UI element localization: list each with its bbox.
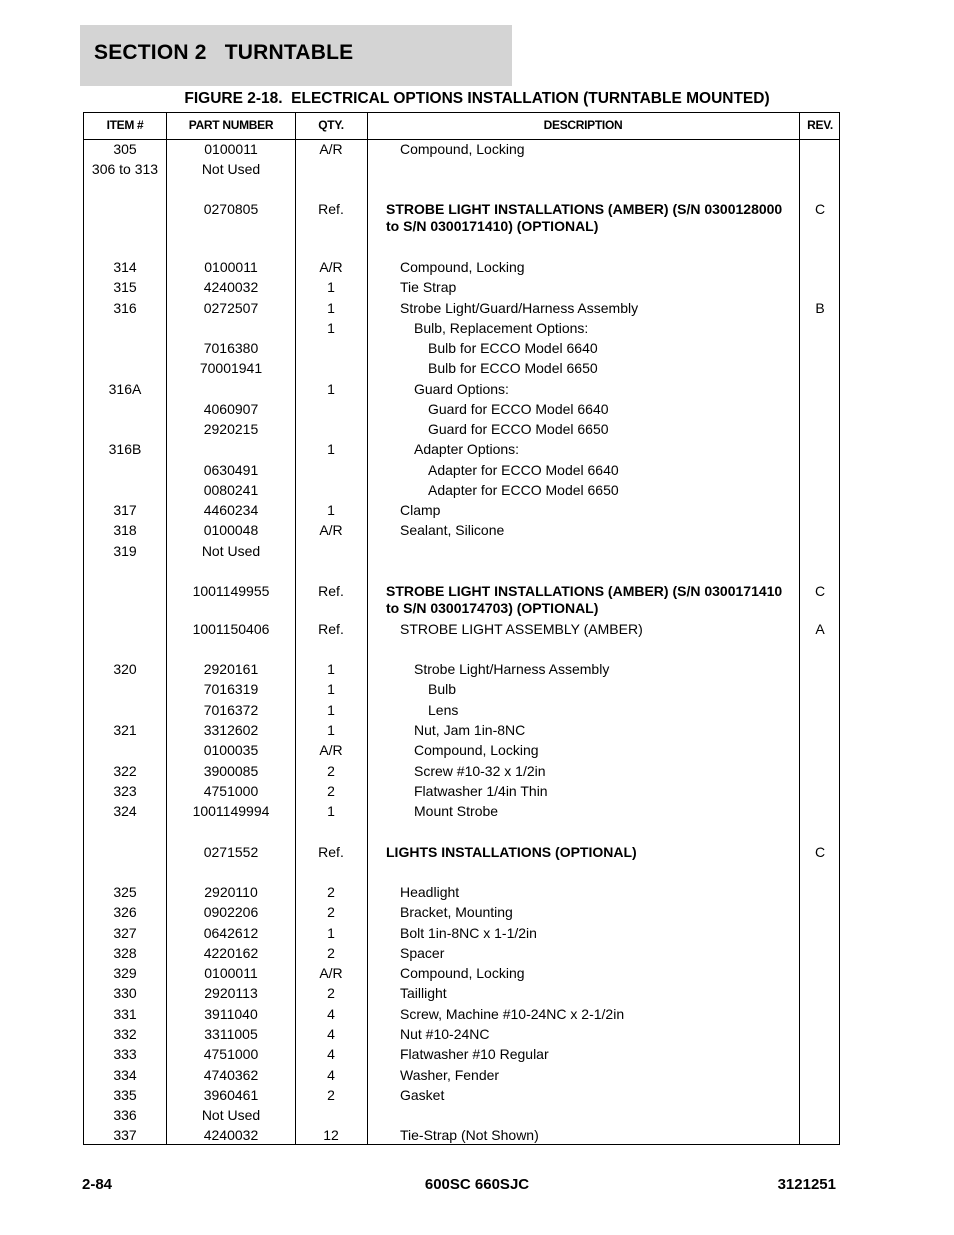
- description-cell: Adapter Options:: [414, 441, 520, 457]
- part-number-cell: Not Used: [201, 543, 261, 559]
- part-number-cell: 7016380: [203, 340, 259, 356]
- quantity-cell: Ref.: [318, 844, 344, 860]
- part-number-cell: Not Used: [201, 1107, 261, 1123]
- part-number-cell: 4751000: [203, 783, 259, 799]
- description-cell: Guard for ECCO Model 6640: [428, 401, 609, 417]
- item-number-cell: 317: [113, 502, 137, 518]
- description-cell: Flatwasher #10 Regular: [400, 1046, 549, 1062]
- description-cell: Screw #10-32 x 1/2in: [414, 763, 546, 779]
- description-cell: Tie Strap: [400, 279, 457, 295]
- quantity-cell: 1: [327, 381, 335, 397]
- part-number-cell: 4240032: [203, 279, 259, 295]
- part-number-cell: 7016372: [203, 702, 259, 718]
- item-number-cell: 326: [113, 904, 137, 920]
- revision-cell: C: [814, 583, 826, 599]
- item-number-cell: 321: [113, 722, 137, 738]
- part-number-cell: 2920161: [203, 661, 259, 677]
- part-number-cell: 0272507: [203, 300, 259, 316]
- quantity-cell: 4: [327, 1067, 335, 1083]
- description-cell: Nut #10-24NC: [400, 1026, 490, 1042]
- description-cell: Sealant, Silicone: [400, 522, 505, 538]
- description-cell: STROBE LIGHT ASSEMBLY (AMBER): [400, 621, 643, 637]
- part-number-cell: 3911040: [204, 1006, 258, 1022]
- item-number-cell: 318: [113, 522, 137, 538]
- quantity-cell: A/R: [319, 742, 343, 758]
- quantity-cell: A/R: [319, 522, 343, 538]
- description-cell: Tie-Strap (Not Shown): [400, 1127, 539, 1143]
- quantity-cell: 4: [327, 1026, 335, 1042]
- part-number-cell: 3311005: [204, 1026, 258, 1042]
- revision-cell: C: [814, 844, 826, 860]
- item-number-cell: 327: [113, 925, 137, 941]
- part-number-cell: 0271552: [203, 844, 259, 860]
- part-number-cell: 4751000: [203, 1046, 259, 1062]
- quantity-cell: 2: [327, 884, 335, 900]
- part-number-cell: 0902206: [203, 904, 259, 920]
- description-cell: Guard Options:: [414, 381, 509, 397]
- quantity-cell: 2: [327, 763, 335, 779]
- header-item: ITEM #: [106, 118, 144, 132]
- quantity-cell: 4: [327, 1046, 335, 1062]
- part-number-cell: Not Used: [201, 161, 261, 177]
- description-cell: Taillight: [400, 985, 447, 1001]
- description-cell: Flatwasher 1/4in Thin: [414, 783, 548, 799]
- section-title: SECTION 2 TURNTABLE: [94, 41, 354, 64]
- part-number-cell: 1001149955: [192, 583, 270, 599]
- header-description: DESCRIPTION: [543, 118, 623, 132]
- quantity-cell: 2: [327, 904, 335, 920]
- quantity-cell: 1: [327, 702, 335, 718]
- item-number-cell: 316: [113, 300, 137, 316]
- part-number-cell: 70001941: [199, 360, 263, 376]
- description-cell: Adapter for ECCO Model 6640: [428, 462, 619, 478]
- description-cell: Screw, Machine #10-24NC x 2-1/2in: [400, 1006, 625, 1022]
- part-number-cell: 0100011: [204, 259, 258, 275]
- item-number-cell: 329: [113, 965, 137, 981]
- section-banner: [80, 25, 512, 86]
- item-number-cell: 306 to 313: [91, 161, 159, 177]
- part-number-cell: 1001149994: [192, 803, 270, 819]
- item-number-cell: 315: [113, 279, 137, 295]
- description-cell: Bracket, Mounting: [400, 904, 513, 920]
- part-number-cell: 0080241: [203, 482, 259, 498]
- part-number-cell: 2920215: [203, 421, 259, 437]
- description-cell: Nut, Jam 1in-8NC: [414, 722, 526, 738]
- part-number-cell: 2920113: [204, 985, 258, 1001]
- quantity-cell: 1: [327, 925, 335, 941]
- quantity-cell: 1: [327, 803, 335, 819]
- header-divider: [84, 139, 839, 140]
- quantity-cell: 1: [327, 441, 335, 457]
- item-number-cell: 331: [113, 1006, 137, 1022]
- item-number-cell: 336: [113, 1107, 137, 1123]
- quantity-cell: A/R: [319, 259, 343, 275]
- item-number-cell: 316A: [108, 381, 142, 397]
- quantity-cell: 1: [327, 279, 335, 295]
- part-number-cell: 4240032: [203, 1127, 259, 1143]
- description-cell: Spacer: [400, 945, 445, 961]
- description-cell: Strobe Light/Guard/Harness Assembly: [400, 300, 639, 316]
- model-number: 600SC 660SJC: [424, 1176, 530, 1193]
- part-number-cell: 0100035: [203, 742, 259, 758]
- part-number-cell: 0270805: [203, 201, 259, 217]
- description-cell: Clamp: [400, 502, 441, 518]
- quantity-cell: A/R: [319, 141, 343, 157]
- header-part-number: PART NUMBER: [188, 118, 274, 132]
- quantity-cell: 1: [327, 320, 335, 336]
- quantity-cell: 1: [327, 722, 335, 738]
- parts-table: [83, 112, 840, 1145]
- quantity-cell: 2: [327, 985, 335, 1001]
- part-number-cell: 4460234: [203, 502, 259, 518]
- description-cell: Lens: [428, 702, 459, 718]
- description-cell: Compound, Locking: [400, 965, 525, 981]
- part-number-cell: 0100011: [204, 965, 258, 981]
- part-number-cell: 1001150406: [192, 621, 270, 637]
- description-cell: Adapter for ECCO Model 6650: [428, 482, 619, 498]
- part-number-cell: 3960461: [203, 1087, 259, 1103]
- description-cell: LIGHTS INSTALLATIONS (OPTIONAL): [386, 844, 637, 860]
- item-number-cell: 324: [113, 803, 137, 819]
- description-cell: Bolt 1in-8NC x 1-1/2in: [400, 925, 537, 941]
- item-number-cell: 333: [113, 1046, 137, 1062]
- quantity-cell: 1: [327, 502, 335, 518]
- item-number-cell: 322: [113, 763, 137, 779]
- description-cell: Gasket: [400, 1087, 445, 1103]
- revision-cell: C: [814, 201, 826, 217]
- quantity-cell: 12: [323, 1127, 339, 1143]
- quantity-cell: Ref.: [318, 201, 344, 217]
- description-cell: Compound, Locking: [400, 141, 525, 157]
- item-number-cell: 337: [113, 1127, 137, 1143]
- description-cell: Strobe Light/Harness Assembly: [414, 661, 610, 677]
- quantity-cell: 2: [327, 783, 335, 799]
- description-cell: Bulb for ECCO Model 6650: [428, 360, 598, 376]
- item-number-cell: 316B: [108, 441, 142, 457]
- page-number: 2-84: [82, 1176, 113, 1193]
- quantity-cell: 1: [327, 300, 335, 316]
- part-number-cell: 3900085: [203, 763, 259, 779]
- quantity-cell: 1: [327, 661, 335, 677]
- description-cell: Compound, Locking: [414, 742, 539, 758]
- item-number-cell: 335: [113, 1087, 137, 1103]
- part-number-cell: 7016319: [203, 681, 259, 697]
- quantity-cell: Ref.: [318, 621, 344, 637]
- item-number-cell: 314: [113, 259, 137, 275]
- description-cell: STROBE LIGHT INSTALLATIONS (AMBER) (S/N 0300171410: [386, 583, 783, 599]
- part-number-cell: 0642612: [203, 925, 259, 941]
- description-cell: Bulb, Replacement Options:: [414, 320, 589, 336]
- revision-cell: A: [815, 621, 825, 637]
- item-number-cell: 328: [113, 945, 137, 961]
- quantity-cell: Ref.: [318, 583, 344, 599]
- description-cell: Guard for ECCO Model 6650: [428, 421, 609, 437]
- item-number-cell: 319: [113, 543, 137, 559]
- quantity-cell: 2: [327, 945, 335, 961]
- document-number: 3121251: [777, 1176, 836, 1193]
- item-number-cell: 305: [113, 141, 137, 157]
- description-cell: STROBE LIGHT INSTALLATIONS (AMBER) (S/N 0300128000: [386, 201, 783, 217]
- description-cell: Mount Strobe: [414, 803, 499, 819]
- description-cell-continued: to S/N 0300174703) (OPTIONAL): [386, 600, 599, 616]
- quantity-cell: 4: [327, 1006, 335, 1022]
- description-cell-continued: to S/N 0300171410) (OPTIONAL): [386, 218, 599, 234]
- part-number-cell: 2920110: [204, 884, 258, 900]
- item-number-cell: 325: [113, 884, 137, 900]
- revision-cell: B: [815, 300, 825, 316]
- description-cell: Bulb for ECCO Model 6640: [428, 340, 598, 356]
- item-number-cell: 330: [113, 985, 137, 1001]
- part-number-cell: 4220162: [203, 945, 259, 961]
- item-number-cell: 323: [113, 783, 137, 799]
- part-number-cell: 3312602: [203, 722, 259, 738]
- description-cell: Headlight: [400, 884, 460, 900]
- part-number-cell: 0100011: [204, 141, 258, 157]
- part-number-cell: 4060907: [203, 401, 259, 417]
- part-number-cell: 4740362: [203, 1067, 259, 1083]
- item-number-cell: 332: [113, 1026, 137, 1042]
- item-number-cell: 320: [113, 661, 137, 677]
- description-cell: Washer, Fender: [400, 1067, 500, 1083]
- item-number-cell: 334: [113, 1067, 137, 1083]
- part-number-cell: 0100048: [203, 522, 259, 538]
- figure-title: FIGURE 2-18. ELECTRICAL OPTIONS INSTALLATION (TURNTABLE MOUNTED): [184, 90, 770, 107]
- description-cell: Compound, Locking: [400, 259, 525, 275]
- quantity-cell: 1: [327, 681, 335, 697]
- header-qty: QTY.: [318, 118, 344, 132]
- description-cell: Bulb: [428, 681, 457, 697]
- quantity-cell: 2: [327, 1087, 335, 1103]
- part-number-cell: 0630491: [203, 462, 259, 478]
- header-rev: REV.: [807, 118, 833, 132]
- quantity-cell: A/R: [319, 965, 343, 981]
